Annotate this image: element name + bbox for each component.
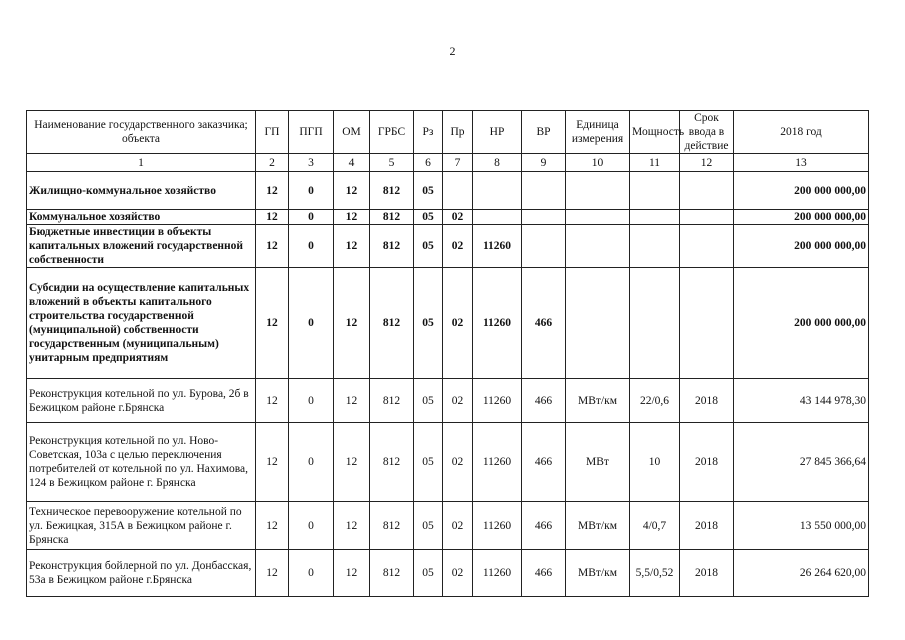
header-pr: Пр	[443, 111, 473, 154]
cell-term	[680, 225, 734, 268]
cell-term	[680, 210, 734, 225]
cell-om: 12	[334, 172, 370, 210]
cell-unit: МВт/км	[566, 379, 630, 423]
cell-vr: 466	[522, 268, 566, 379]
cell-nr: 11260	[473, 423, 522, 502]
cell-pr: 02	[443, 423, 473, 502]
cell-pgp: 0	[289, 550, 334, 597]
column-number: 5	[370, 154, 414, 172]
column-number: 6	[414, 154, 443, 172]
column-number: 8	[473, 154, 522, 172]
table-row	[27, 550, 869, 597]
cell-om: 12	[334, 502, 370, 550]
cell-gp: 12	[256, 172, 289, 210]
column-number: 12	[680, 154, 734, 172]
header-year: 2018 год	[734, 111, 869, 154]
cell-term	[680, 172, 734, 210]
cell-pgp: 0	[289, 172, 334, 210]
page-number: 2	[449, 44, 456, 58]
cell-nr: 11260	[473, 550, 522, 597]
cell-nr	[473, 172, 522, 210]
cell-grbs: 812	[370, 550, 414, 597]
cell-grbs: 812	[370, 268, 414, 379]
cell-rz: 05	[414, 379, 443, 423]
cell-power: 10	[630, 423, 680, 502]
row-name: Коммунальное хозяйство	[27, 210, 256, 225]
cell-pr: 02	[443, 210, 473, 225]
cell-grbs: 812	[370, 172, 414, 210]
header-grbs: ГРБС	[370, 111, 414, 154]
cell-unit: МВт/км	[566, 502, 630, 550]
cell-rz: 05	[414, 268, 443, 379]
cell-pr: 02	[443, 502, 473, 550]
cell-rz: 05	[414, 225, 443, 268]
row-name: Бюджетные инвестиции в объекты капитальных вложений государственной собственности	[27, 225, 256, 268]
header-name: Наименование государственного заказчика; объекта	[27, 111, 256, 154]
table-row	[27, 172, 869, 210]
cell-om: 12	[334, 210, 370, 225]
column-number: 13	[734, 154, 869, 172]
cell-vr: 466	[522, 502, 566, 550]
cell-pr: 02	[443, 550, 473, 597]
header-vr: ВР	[522, 111, 566, 154]
column-number: 2	[256, 154, 289, 172]
cell-term: 2018	[680, 550, 734, 597]
cell-unit	[566, 225, 630, 268]
header-om: ОМ	[334, 111, 370, 154]
table-row	[27, 210, 869, 225]
cell-unit	[566, 268, 630, 379]
cell-om: 12	[334, 379, 370, 423]
cell-amount: 27 845 366,64	[734, 423, 869, 502]
cell-gp: 12	[256, 423, 289, 502]
cell-unit	[566, 210, 630, 225]
cell-pr: 02	[443, 268, 473, 379]
cell-nr: 11260	[473, 379, 522, 423]
cell-vr	[522, 210, 566, 225]
cell-power	[630, 268, 680, 379]
header-term: Срок ввода в действие	[680, 111, 734, 154]
cell-pgp: 0	[289, 210, 334, 225]
cell-vr: 466	[522, 550, 566, 597]
cell-pgp: 0	[289, 502, 334, 550]
row-name: Субсидии на осуществление капитальных вложений в объекты капитального строительства государственной (муниципальной) собственности государственным (муниципальным) унитарным предприятиям	[27, 268, 256, 379]
cell-power: 5,5/0,52	[630, 550, 680, 597]
column-number: 3	[289, 154, 334, 172]
cell-rz: 05	[414, 423, 443, 502]
cell-nr: 11260	[473, 268, 522, 379]
cell-rz: 05	[414, 550, 443, 597]
cell-gp: 12	[256, 210, 289, 225]
cell-amount: 200 000 000,00	[734, 225, 869, 268]
column-number: 10	[566, 154, 630, 172]
cell-pgp: 0	[289, 268, 334, 379]
table-row	[27, 379, 869, 423]
row-name: Реконструкция котельной по ул. Ново-Советская, 103а с целью переключения потребителей от котельной по ул. Нахимова, 124 в Бежицком районе г. Брянска	[27, 423, 256, 502]
cell-amount: 13 550 000,00	[734, 502, 869, 550]
cell-gp: 12	[256, 502, 289, 550]
cell-power	[630, 210, 680, 225]
cell-pgp: 0	[289, 379, 334, 423]
column-number: 1	[27, 154, 256, 172]
cell-nr	[473, 210, 522, 225]
budget-table	[26, 110, 869, 597]
row-name: Реконструкция котельной по ул. Бурова, 2б в Бежицком районе г.Брянска	[27, 379, 256, 423]
table-row	[27, 502, 869, 550]
cell-om: 12	[334, 550, 370, 597]
cell-grbs: 812	[370, 210, 414, 225]
cell-nr: 11260	[473, 502, 522, 550]
cell-power: 22/0,6	[630, 379, 680, 423]
header-power: Мощность	[630, 111, 680, 154]
cell-pgp: 0	[289, 423, 334, 502]
header-rz: Рз	[414, 111, 443, 154]
cell-unit: МВт	[566, 423, 630, 502]
cell-pr: 02	[443, 225, 473, 268]
table-row	[27, 268, 869, 379]
cell-vr: 466	[522, 423, 566, 502]
row-name: Реконструкция бойлерной по ул. Донбасская, 53а в Бежицком районе г.Брянска	[27, 550, 256, 597]
cell-amount: 43 144 978,30	[734, 379, 869, 423]
cell-grbs: 812	[370, 423, 414, 502]
cell-gp: 12	[256, 225, 289, 268]
cell-rz: 05	[414, 172, 443, 210]
cell-power	[630, 225, 680, 268]
cell-vr	[522, 172, 566, 210]
header-pgp: ПГП	[289, 111, 334, 154]
cell-grbs: 812	[370, 502, 414, 550]
cell-unit: МВт/км	[566, 550, 630, 597]
cell-pr	[443, 172, 473, 210]
cell-term: 2018	[680, 502, 734, 550]
column-number: 11	[630, 154, 680, 172]
cell-om: 12	[334, 225, 370, 268]
cell-gp: 12	[256, 268, 289, 379]
cell-power	[630, 172, 680, 210]
cell-term: 2018	[680, 423, 734, 502]
cell-gp: 12	[256, 379, 289, 423]
column-number: 9	[522, 154, 566, 172]
header-nr: НР	[473, 111, 522, 154]
column-number: 4	[334, 154, 370, 172]
cell-vr	[522, 225, 566, 268]
table-row	[27, 225, 869, 268]
cell-amount: 200 000 000,00	[734, 210, 869, 225]
cell-amount: 200 000 000,00	[734, 268, 869, 379]
row-name: Техническое перевооружение котельной по ул. Бежицкая, 315А в Бежицком районе г. Брянска	[27, 502, 256, 550]
column-numbers-row	[27, 154, 869, 172]
cell-unit	[566, 172, 630, 210]
cell-grbs: 812	[370, 225, 414, 268]
cell-vr: 466	[522, 379, 566, 423]
header-unit: Единица измерения	[566, 111, 630, 154]
header-gp: ГП	[256, 111, 289, 154]
cell-grbs: 812	[370, 379, 414, 423]
table-header-row	[27, 111, 869, 154]
cell-rz: 05	[414, 502, 443, 550]
cell-pgp: 0	[289, 225, 334, 268]
cell-term	[680, 268, 734, 379]
cell-term: 2018	[680, 379, 734, 423]
column-number: 7	[443, 154, 473, 172]
row-name: Жилищно-коммунальное хозяйство	[27, 172, 256, 210]
cell-pr: 02	[443, 379, 473, 423]
cell-amount: 26 264 620,00	[734, 550, 869, 597]
cell-gp: 12	[256, 550, 289, 597]
cell-power: 4/0,7	[630, 502, 680, 550]
cell-nr: 11260	[473, 225, 522, 268]
cell-om: 12	[334, 423, 370, 502]
cell-rz: 05	[414, 210, 443, 225]
cell-amount: 200 000 000,00	[734, 172, 869, 210]
table-row	[27, 423, 869, 502]
cell-om: 12	[334, 268, 370, 379]
